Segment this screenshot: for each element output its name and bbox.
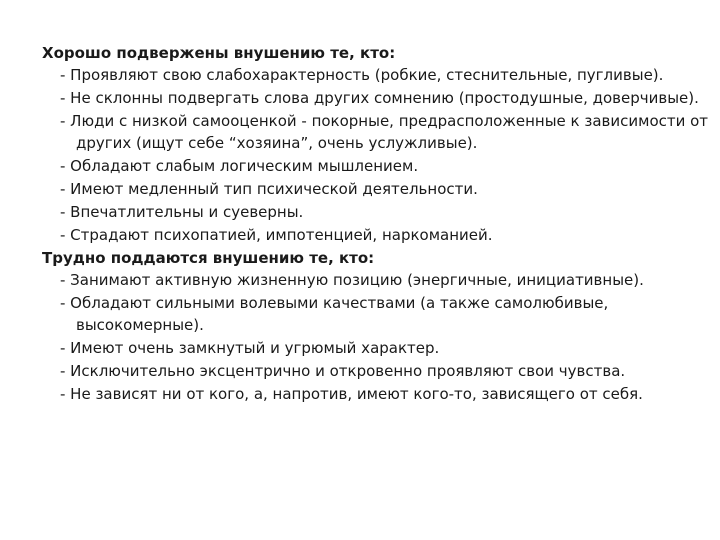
section-heading-susceptible: Хорошо подвержены внушению те, кто:: [42, 44, 396, 62]
list-item: - Обладают слабым логическим мышлением.: [60, 157, 419, 175]
resistant-list: [0, 269, 720, 405]
list-item: - Не склонны подвергать слова других сомнению (простодушные, доверчивые).: [60, 89, 699, 107]
list-item: - Впечатлительны и суеверны.: [60, 203, 304, 221]
list-item: - Не зависят ни от кого, а, напротив, имеют кого-то, зависящего от себя.: [60, 385, 643, 403]
list-item: - Исключительно эксцентрично и откровенно проявляют свои чувства.: [60, 362, 626, 380]
section-heading-resistant: Трудно поддаются внушению те, кто:: [42, 249, 375, 267]
list-item: - Люди с низкой самооценкой - покорные, предрасположенные к зависимости от других (ищут себе “хозяина”, очень услужливые).: [60, 112, 709, 152]
list-item: - Занимают активную жизненную позицию (энергичные, инициативные).: [60, 271, 644, 289]
susceptible-list: [0, 64, 720, 246]
list-item: - Имеют очень замкнутый и угрюмый характер.: [60, 339, 440, 357]
list-item: - Имеют медленный тип психической деятельности.: [60, 180, 478, 198]
list-item: - Страдают психопатией, импотенцией, наркоманией.: [60, 226, 493, 244]
list-item: - Проявляют свою слабохарактерность (робкие, стеснительные, пугливые).: [60, 66, 664, 84]
list-item: - Обладают сильными волевыми качествами (а также самолюбивые, высокомерные).: [60, 294, 609, 334]
